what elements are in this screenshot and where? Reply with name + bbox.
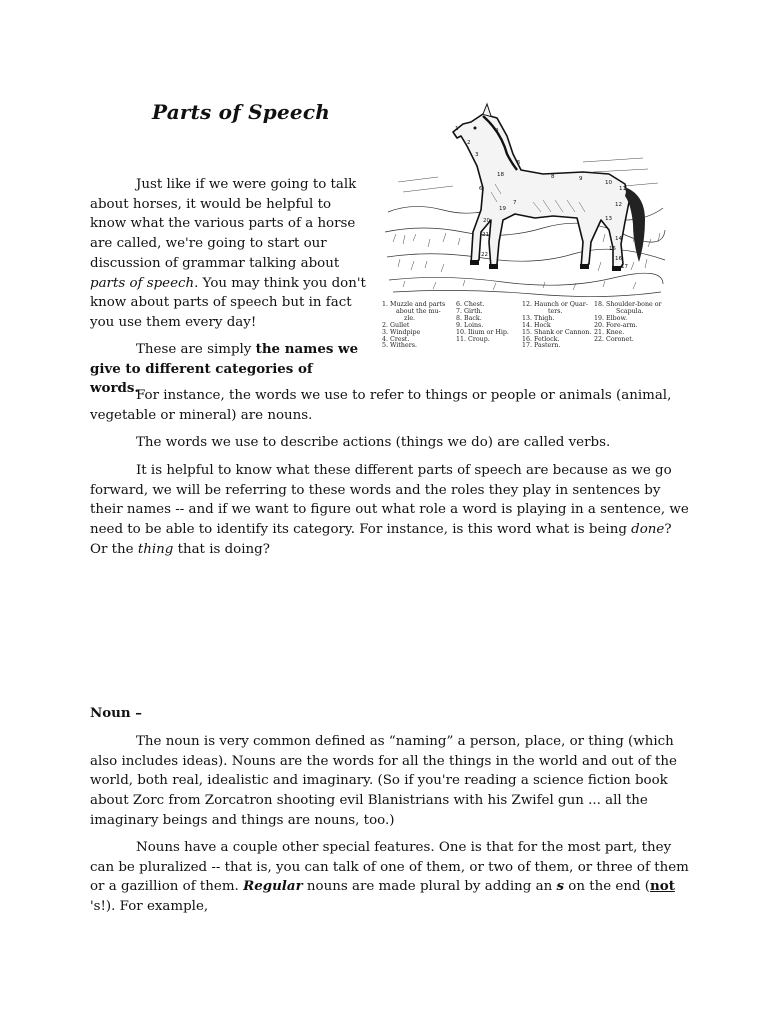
legend-item: 4. Crest. xyxy=(382,335,410,343)
horse-number: 9 xyxy=(579,176,583,182)
nouns-text: For instance, the words we use to refer to things or people or animals (animal, vegetable or mineral) are nouns. xyxy=(90,388,672,423)
legend-item: 13. Thigh. xyxy=(522,314,555,322)
verbs-text: The words we use to describe actions (things we do) are called verbs. xyxy=(136,435,611,450)
legend-item: 15. Shank or Cannon. xyxy=(522,328,592,336)
legend-item: 9. Loins. xyxy=(456,321,484,329)
legend-item: 14. Hock xyxy=(522,321,551,329)
not-emphasis: not xyxy=(650,878,675,895)
page-title: Parts of Speech xyxy=(152,100,330,124)
noun-features-paragraph xyxy=(90,838,690,917)
noun-heading: Noun – xyxy=(90,705,142,721)
horse-number: 16 xyxy=(615,256,622,262)
noun-features-text: Nouns have a couple other special features. One is that for the most part, they can be pluralized -- that is, you can talk of one of them, or two of them, or three of them or a gazillion of them. xyxy=(90,840,689,895)
names-bold: the names we give to different categories of words. xyxy=(90,341,359,397)
horse-number: 11 xyxy=(619,186,626,192)
horse-number: 4 xyxy=(495,128,499,134)
intro-emphasis: parts of speech xyxy=(90,275,195,291)
legend-item: 7. Girth. xyxy=(456,307,483,315)
legend-item: 18. Shoulder-bone or xyxy=(594,301,662,308)
horse-number: 5 xyxy=(517,160,521,166)
legend-item: 19. Elbow. xyxy=(594,314,628,322)
nouns-paragraph xyxy=(90,386,690,425)
horse-number: 21 xyxy=(482,232,489,238)
legend-item: 3. Windpipe xyxy=(382,328,421,336)
horse-number: 10 xyxy=(605,180,612,186)
legend-column-3 xyxy=(522,302,591,350)
legend-item: 6. Chest. xyxy=(456,301,485,308)
verbs-paragraph xyxy=(90,433,690,453)
s-emphasis: s xyxy=(556,878,565,895)
horse-number: 7 xyxy=(513,200,517,206)
noun-features-text-4: 's!). For example, xyxy=(90,899,209,915)
legend-column-1 xyxy=(382,302,445,350)
legend-item: 12. Haunch or Quar- xyxy=(522,301,588,308)
noun-definition-paragraph xyxy=(90,732,690,831)
helpful-paragraph xyxy=(90,461,690,560)
legend-item: 10. Ilium or Hip. xyxy=(456,328,509,336)
noun-features-text-3: on the end ( xyxy=(564,879,651,895)
intro-text: Just like if we were going to talk about horses, it would be helpful to know what the various parts of a horse are called, we're going to start our discussion of grammar talking about xyxy=(90,177,357,271)
legend-item: ters. xyxy=(548,307,563,315)
horse-number: 2 xyxy=(467,140,471,146)
legend-item: 8. Back. xyxy=(456,314,482,322)
legend-column-4 xyxy=(594,302,662,343)
legend-item: 17. Pastern. xyxy=(522,342,561,350)
horse-number: 20 xyxy=(483,218,490,224)
legend-item: 21. Knee. xyxy=(594,328,625,336)
legend-column-2 xyxy=(456,302,509,343)
horse-number: 19 xyxy=(499,206,506,212)
helpful-text-end: that is doing? xyxy=(173,541,270,557)
legend-item: 20. Fore-arm. xyxy=(594,321,638,329)
helpful-em-thing: thing xyxy=(137,541,174,557)
horse-number: 1 xyxy=(455,126,459,132)
horse-number: 8 xyxy=(551,174,555,180)
legend-item: 16. Fetlock. xyxy=(522,335,560,343)
legend-item: about the mu- xyxy=(396,307,441,315)
legend-item: 1. Muzzle and parts xyxy=(382,301,446,308)
noun-definition-text: The noun is very common defined as “naming” a person, place, or thing (which also includes ideas). Nouns are the words for all the things in the world and out of the world, both real, idealistic and imaginary. (So if you're reading a science fiction book about Zorc from Zorcatron shooting evil Blanistrians with his Zwifel gun ... all the imaginary beings and things are nouns, too.) xyxy=(90,734,677,828)
legend-item: 11. Croup. xyxy=(456,335,490,343)
helpful-text-mid: ? Or the xyxy=(90,522,672,557)
names-text: These are simply xyxy=(136,342,256,357)
horse-illustration xyxy=(383,92,667,302)
legend-item: 22. Coronet. xyxy=(594,335,634,343)
horse-number: 13 xyxy=(605,216,612,222)
legend-item: Scapula. xyxy=(616,307,644,315)
noun-features-text-2: nouns are made plural by adding an xyxy=(302,879,557,895)
intro-text-end: . You may think you don't know about parts of speech but in fact you use them every day! xyxy=(90,275,366,330)
horse-number: 3 xyxy=(475,152,479,158)
horse-number: 18 xyxy=(497,172,504,178)
horse-number: 12 xyxy=(615,202,622,208)
horse-number: 14 xyxy=(615,236,622,242)
legend-item: zle. xyxy=(404,314,416,322)
horse-number: 15 xyxy=(609,246,616,252)
regular-emphasis: Regular xyxy=(243,878,303,895)
helpful-em-done: done xyxy=(631,522,665,538)
intro-paragraph xyxy=(90,175,366,333)
horse-number: 6 xyxy=(479,186,483,192)
helpful-text: It is helpful to know what these different parts of speech are because as we go forward, we will be referring to these words and the roles they play in sentences by their names -- and if we want to figure out what role a word is playing in a sentence, we need to be able to identify its category. For instance, is this word what is being xyxy=(90,463,689,538)
legend-item: 5. Withers. xyxy=(382,342,417,350)
horse-number: 22 xyxy=(481,252,488,258)
horse-number: 17 xyxy=(621,264,628,270)
legend-item: 2. Gullet xyxy=(382,321,410,329)
